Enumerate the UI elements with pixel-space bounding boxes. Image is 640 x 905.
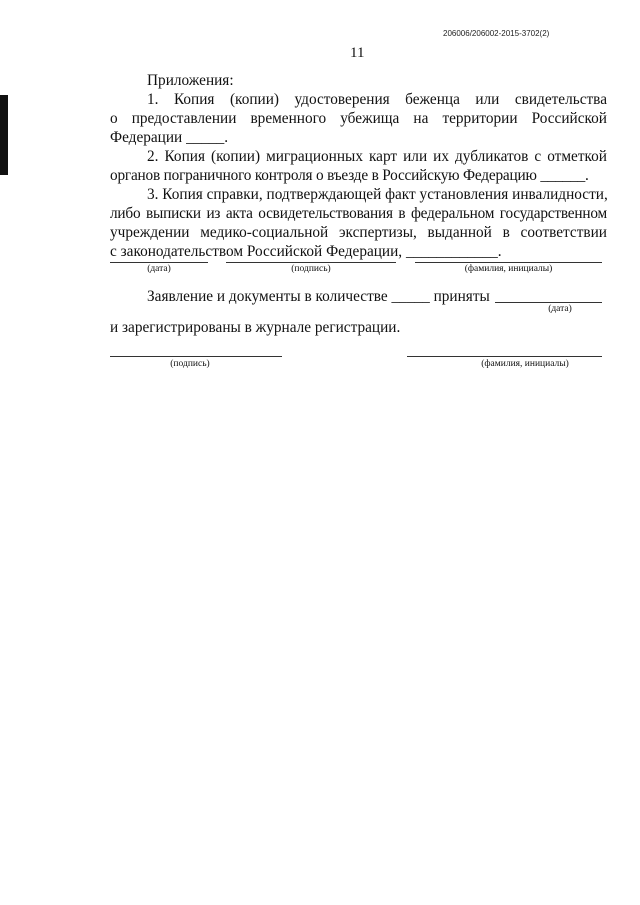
page-number: 11 [350,45,365,61]
name-label: (фамилия, инициалы) [464,264,553,274]
date-label: (дата) [147,264,171,274]
attachment-line: с законодательством Российской Федерации, ____________. [110,243,502,260]
document-code: 206006/206002-2015-3702(2) [443,29,550,38]
attachment-line: 1. Копия (копии) удостоверения беженца или свидетельства [147,91,607,108]
attachment-line: 2. Копия (копии) миграционных карт или их дубликатов с отметкой [147,148,607,165]
name-label: (фамилия, инициалы) [481,359,569,369]
attachment-line: Федерации _____. [110,129,229,146]
date-line [110,262,208,263]
name-line [415,262,602,263]
attachment-line: 3. Копия справки, подтверждающей факт установления инвалидности, [147,186,608,203]
scan-edge-mark [0,95,8,175]
attachment-line: учреждении медико-социальной экспертизы, выданной в соответствии [110,224,607,241]
attachments-title: Приложения: [147,72,234,89]
attachment-line: органов пограничного контроля о въезде в Российскую Федерацию ______. [110,167,589,184]
acceptance-date-line [495,302,602,303]
signature-line [110,356,282,357]
signature-label: (подпись) [291,264,331,274]
signature-line [226,262,396,263]
acceptance-date-label: (дата) [548,304,572,314]
attachment-line: либо выписки из акта освидетельствования в федеральном государственном [110,205,607,222]
acceptance-line: Заявление и документы в количестве _____ приняты [147,288,490,305]
name-line [407,356,602,357]
registration-line: и зарегистрированы в журнале регистрации. [110,319,401,336]
signature-label: (подпись) [170,359,210,369]
attachment-line: о предоставлении временного убежища на территории Российской [110,110,607,127]
